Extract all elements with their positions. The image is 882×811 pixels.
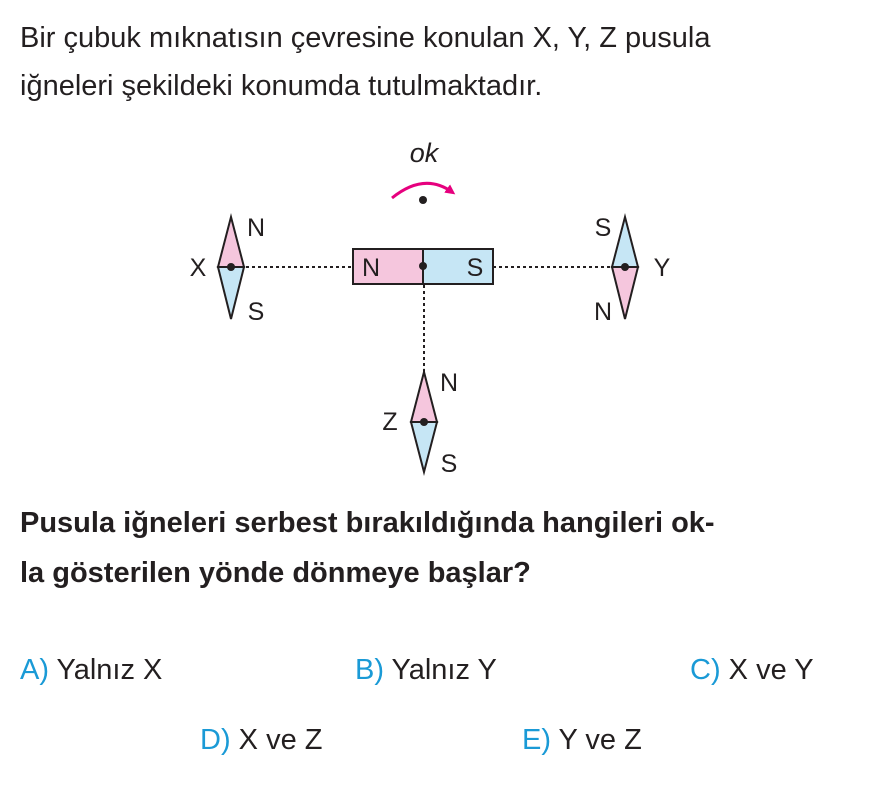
compass-y-name: Y bbox=[653, 254, 671, 282]
compass-z-south-half bbox=[411, 422, 437, 472]
option-d[interactable] bbox=[200, 720, 322, 760]
compass-x-north-half bbox=[218, 217, 244, 267]
compass-y-pivot bbox=[621, 263, 629, 271]
intro-line-2: iğneleri şekildeki konumda tutulmaktadır. bbox=[20, 70, 543, 102]
option-a[interactable] bbox=[20, 650, 162, 690]
compass-z-north-half bbox=[411, 372, 437, 422]
intro-line-1: Bir çubuk mıknatısın çevresine konulan X, Y, Z pusula bbox=[20, 22, 711, 54]
compass-z bbox=[382, 369, 458, 478]
compass-x bbox=[190, 214, 265, 326]
compass-x-top-label: N bbox=[246, 214, 266, 242]
compass-y bbox=[594, 214, 671, 326]
compass-y-top-label: S bbox=[594, 214, 612, 242]
magnet-south-label: S bbox=[466, 254, 484, 282]
magnet-center-dot bbox=[419, 262, 427, 270]
question-text bbox=[20, 498, 870, 598]
compass-y-bottom-label: N bbox=[593, 298, 613, 326]
option-b[interactable] bbox=[355, 650, 497, 690]
option-e-letter: E) bbox=[522, 724, 551, 756]
option-a-letter: A) bbox=[20, 654, 49, 686]
compass-z-pivot bbox=[420, 418, 428, 426]
compass-z-bottom-label: S bbox=[440, 450, 458, 478]
option-e-text: Y ve Z bbox=[558, 724, 642, 756]
compass-x-name: X bbox=[189, 254, 207, 282]
compass-x-pivot bbox=[227, 263, 235, 271]
compass-z-name: Z bbox=[382, 408, 398, 436]
arrow-label: ok bbox=[409, 138, 439, 168]
magnet-north-label: N bbox=[361, 254, 381, 282]
option-a-text: Yalnız X bbox=[56, 654, 163, 686]
option-b-text: Yalnız Y bbox=[391, 654, 497, 686]
compass-x-bottom-label: S bbox=[247, 298, 265, 326]
compass-x-south-half bbox=[218, 267, 244, 319]
option-e[interactable] bbox=[522, 720, 642, 760]
rotation-arrow bbox=[392, 138, 452, 204]
question-line-2: la gösterilen yönde dönmeye başlar? bbox=[20, 557, 531, 589]
rotation-arrow-icon bbox=[392, 183, 452, 198]
option-c-letter: C) bbox=[690, 654, 721, 686]
option-d-text: X ve Z bbox=[238, 724, 323, 756]
question-line-1: Pusula iğneleri serbest bırakıldığında hangileri ok- bbox=[20, 507, 715, 539]
option-d-letter: D) bbox=[200, 724, 231, 756]
compass-y-north-half bbox=[612, 267, 638, 319]
pivot-dot bbox=[419, 196, 427, 204]
bar-magnet bbox=[353, 249, 493, 284]
option-c-text: X ve Y bbox=[728, 654, 814, 686]
compass-z-top-label: N bbox=[439, 369, 459, 397]
option-c[interactable] bbox=[690, 650, 814, 690]
option-b-letter: B) bbox=[355, 654, 384, 686]
compass-y-south-half bbox=[612, 217, 638, 267]
